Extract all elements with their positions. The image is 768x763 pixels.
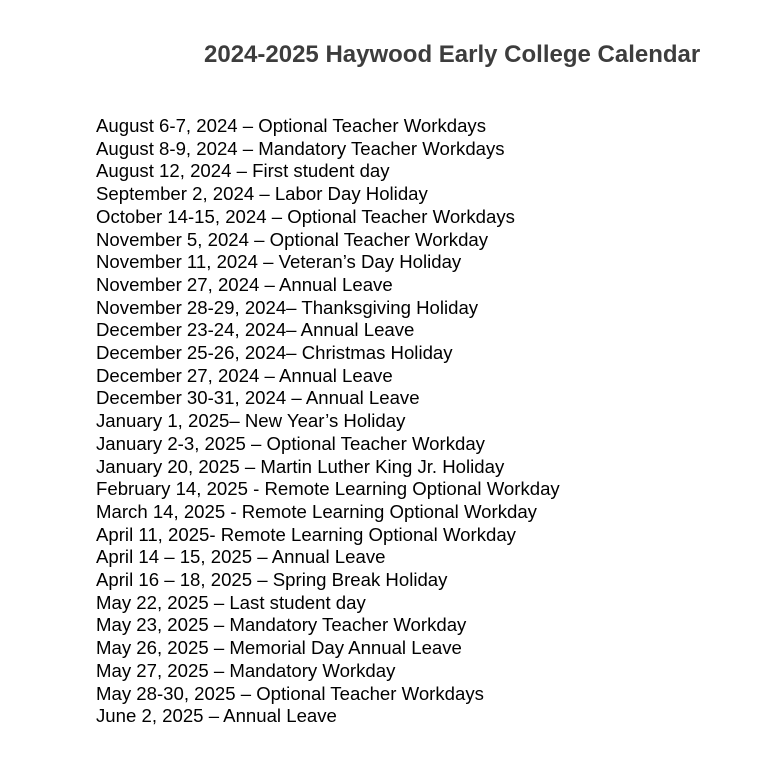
event-line: November 11, 2024 – Veteran’s Day Holiday	[96, 251, 462, 273]
event-line: May 22, 2025 – Last student day	[96, 591, 366, 613]
event-line: May 27, 2025 – Mandatory Workday	[96, 659, 396, 681]
event-line: December 25-26, 2024– Christmas Holiday	[96, 342, 453, 364]
event-line: August 6-7, 2024 – Optional Teacher Workdays	[96, 115, 487, 136]
event-line: April 16 – 18, 2025 – Spring Break Holiday	[96, 569, 448, 591]
event-line: October 14-15, 2024 – Optional Teacher Workdays	[96, 205, 515, 227]
event-line: January 20, 2025 – Martin Luther King Jr. Holiday	[96, 455, 505, 477]
event-line: December 27, 2024 – Annual Leave	[96, 364, 393, 386]
event-line: January 2-3, 2025 – Optional Teacher Workday	[96, 432, 485, 454]
event-line: November 28-29, 2024– Thanksgiving Holiday	[96, 296, 479, 318]
event-line: December 23-24, 2024– Annual Leave	[96, 319, 415, 341]
event-line: March 14, 2025 - Remote Learning Optional Workday	[96, 500, 537, 522]
event-line: February 14, 2025 - Remote Learning Optional Workday	[96, 478, 560, 500]
event-line: August 12, 2024 – First student day	[96, 160, 390, 182]
event-line: January 1, 2025– New Year’s Holiday	[96, 410, 406, 432]
event-line: August 8-9, 2024 – Mandatory Teacher Workdays	[96, 137, 505, 159]
event-line: May 26, 2025 – Memorial Day Annual Leave	[96, 637, 462, 659]
event-line: April 11, 2025- Remote Learning Optional Workday	[96, 523, 516, 545]
page-title: 2024-2025 Haywood Early College Calendar	[204, 41, 701, 68]
event-line: June 2, 2025 – Annual Leave	[96, 705, 337, 727]
event-line: May 28-30, 2025 – Optional Teacher Workdays	[96, 682, 484, 704]
event-line: November 27, 2024 – Annual Leave	[96, 273, 393, 295]
event-line: December 30-31, 2024 – Annual Leave	[96, 387, 420, 409]
event-line: September 2, 2024 – Labor Day Holiday	[96, 183, 428, 205]
event-line: November 5, 2024 – Optional Teacher Workday	[96, 228, 489, 250]
event-line: April 14 – 15, 2025 – Annual Leave	[96, 546, 386, 568]
event-line: May 23, 2025 – Mandatory Teacher Workday	[96, 614, 467, 636]
event-list	[96, 115, 560, 728]
